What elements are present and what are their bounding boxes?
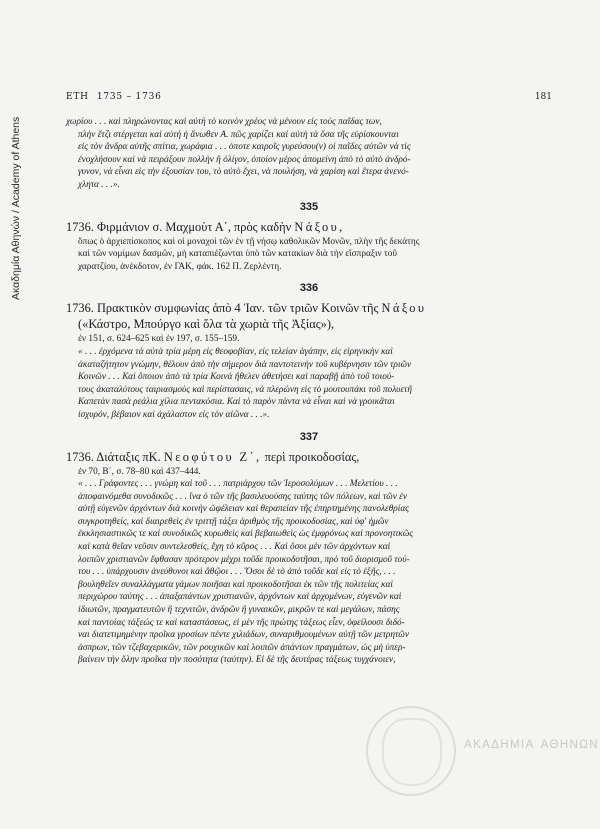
entry-title-text: 1736. Πρακτικὸν συμφωνίας ἀπὸ 4 Ἰαν. τῶν τριῶν Κοινῶν τῆς	[66, 301, 379, 316]
entry-line: του . . . ὑπάρχουσιν ἀνεύθυνοι καὶ ἄθῷοι . . . Ὅσοι δὲ τὸ ἀπὸ τοῦδε καὶ εἰς τὸ ἑξῆς, . . .	[78, 567, 396, 578]
entry-line: « . . . Γράφοντες . . . γνώμη καὶ τοῦ . . . πατριάρχου τῶν Ἱεροσολύμων . . . Μελετίου . . .	[78, 479, 398, 490]
entry-line: ἰδιωτῶν, πραγματευτῶν ἢ τεχνιτῶν, ἀνδρῶν ἢ γυναικῶν, μικρῶν τε καὶ μεγάλων, πάσης	[78, 605, 400, 616]
entry-title-text: 1736. Διάταξις πΚ.	[66, 449, 161, 464]
archive-side-label-text: Ακαδημία Αθηνών / Academy of Athens	[10, 116, 22, 300]
intro-line: εἰς τὸν ἄνδρα αὐτῆς σπίτια, χωράφια . . . ὁποτε καιροῖς γυρεύσου(ν) οἱ παῖδες αὐτῶν νὰ τὶς	[78, 142, 411, 153]
running-head-title	[66, 92, 162, 102]
entry-body-335	[66, 236, 552, 274]
intro-line: χωρίου . . . καὶ πληρώνοντας καὶ αὐτὴ τὸ κοινὸν χρέος νὰ μένουν εἰς τοὺς παῖδας των,	[66, 117, 382, 127]
entry-line: αὐτῇ εὐγενῶν ἀρχόντων διὰ κοινὴν ὠφέλειαν καὶ θεραπείαν τῆς ἐπηρτημένης πανολεθρίας	[78, 504, 409, 515]
entry-line: Καπετὰν πασὰ ρεάλια χίλια πεντακόσια. Καὶ τὸ παρὸν πάντα νὰ εἶναι καὶ νὰ γροικᾶται	[78, 397, 395, 408]
running-head	[66, 92, 552, 102]
entry-line: περιχώρου ταύτης . . . ἁπαξαπάντων χριστιανῶν, ἀρχόντων καὶ ἀρχομένων, εὐγενῶν καὶ	[78, 592, 402, 603]
entry-line: καὶ παντοίας τάξεώς τε καὶ καταστάσεως, εἰ μὲν τῆς πρώτης τάξεως εἶεν, ὀφείλουσι διδό-	[78, 617, 405, 628]
running-head-label: ΕΤΗ	[66, 92, 89, 102]
intro-line: χλητα . . .».	[78, 179, 120, 190]
entry-line: συγκροτηθείς, καὶ διαιρεθεὶς ἐν τριττῇ τάξει ἀριθμὸς τῆς προικοδοσίας, καὶ ὑφ' ἡμῶν	[78, 516, 389, 527]
entry-line: χαρατζίου, ἀνέκδοτον, ἐν ΓΑΚ, φάκ. 162 Π. Ζερλέντη.	[78, 261, 282, 272]
entry-line: καὶ κατὰ θεῖαν νεῦσιν συντελεσθείς, ἔχη τὸ κῦρος . . . Καὶ ὅσοι μὲν τῶν ἀρχόντων καὶ	[78, 542, 391, 553]
entry-title-suffix: περὶ προικοδοσίας,	[264, 449, 360, 464]
entry-line: βουληθεῖεν συναλλάγματα γάμων ποιῆσαι καὶ προικοδοτῆσαι ἐκ τῶν τῆς πολιτείας καὶ	[78, 579, 393, 590]
document-number-337: 337	[299, 430, 319, 443]
document-number-336: 336	[299, 282, 319, 295]
entry-title-place: Νάξου	[381, 301, 427, 316]
entry-title-text: 1736. Φιρμάνιον σ. Μαχμοὺτ Α΄, πρὸς καδὴν	[66, 219, 292, 234]
entry-title-name: Νεοφύτου Ζ΄,	[163, 449, 262, 464]
entry-reference-337: ἐν 70, Β΄, σ. 78–80 καὶ 437–444.	[78, 466, 201, 477]
entry-line: ἀσπρων, τῶν τζεβαχερικῶν, τῶν ρουχικῶν καὶ λοιπῶν ἁπάντων πραγμάτων, ὡς μὴ ὑπερ-	[78, 642, 406, 653]
watermark-text-a: ΑΚΑΔΗΜΙΑ	[464, 739, 535, 751]
entry-line: « . . . ἐρχόμενα τὰ αὐτὰ τρία μέρη εἰς θεοφοβίαν, εἰς τελείαν ἀγάπην, εἰς εἰρηνικὴν καὶ	[78, 346, 393, 357]
entry-subtitle-336: («Κάστρο, Μπούργο καὶ ὅλα τὰ χωριὰ τῆς Ἀξίας»),	[78, 317, 335, 332]
archive-side-label	[10, 40, 24, 300]
entry-line: βαίνειν τὴν ὅλην προῖκα τὴν ποσότητα (ταύτην). Εἰ δὲ τῆς δευτέρας τάξεως τυγχάνοιεν,	[78, 655, 396, 666]
document-number-335: 335	[299, 200, 319, 213]
entry-title-place: Νάξου,	[294, 219, 345, 234]
intro-line: γυνον, νὰ εἶναι εἰς τὴν ἐξουσίαν του, τὸ αὐτὸ ἔχει, νὰ πουλήση, νὰ χαρίση καὶ ἕτερα ἀνενό-	[78, 167, 409, 178]
entry-line: ὅπως ὁ ἀρχιεπίσκοπος καὶ οἱ μοναχοὶ τῶν ἐν τῇ νήσῳ καθολικῶν Μονῶν, πλὴν τῆς δεκάτης	[78, 236, 420, 247]
entry-line: λοιπῶν χριστιανῶν ἔφθασαν πρότερον μέχρι τοῦδε προικοδοτῆσαι, πρὸ τοῦ διορισμοῦ τού-	[78, 554, 410, 565]
entry-line: ἰσχυρόν, βέβαιον καὶ ἀχάλαστον εἰς τὸν αἰῶνα . . .».	[78, 409, 270, 420]
entry-line: τους ἀκαταλύτους ταιριασμοὺς καὶ περίστασαις, νὰ πλερώνη εἰς τὸ μουτουπάκι τοῦ πολυετῆ	[78, 384, 412, 395]
watermark-text-b: ΑΘΗΝΩΝ	[540, 739, 599, 751]
entry-line: ναι διατετιμημένην προῖκα γροσίων πέντε χιλιάδων, συναριθμουμένων αὐτῇ τῶν μετρητῶν	[78, 630, 409, 641]
intro-line: πλὴν ἔτζι στέργεται καὶ αὐτὴ ἡ ἄνωθεν Α. πῶς χαρίζει καὶ αὐτὴ τὰ ὅσα τῆς εὑρίσκουνται	[78, 129, 399, 140]
entry-title-335	[66, 220, 552, 235]
document-page	[66, 92, 552, 667]
entry-line: καὶ τῶν νομίμων δασμῶν, μὴ καταπιέζωνται ὑπὸ τῶν κατακίων διὰ τὴν εἴσπραξιν τοῦ	[78, 249, 398, 260]
running-head-years: 1735 – 1736	[96, 92, 162, 102]
entry-title-336	[66, 301, 552, 316]
page-number: 181	[534, 92, 552, 102]
entry-line: ἀκαταζήτητον γνώμην, θέλουν ἀπὸ τὴν σήμερον διὰ παντοτεινὴν τοῦ κυβέρνησιν τῶν τριῶν	[78, 359, 412, 370]
entry-line: ἐκκλησιαστικῶς τε καὶ συνοδικῶς κυρωθεὶς καὶ βεβαιωθεὶς ὡς ἐμφρόνως καὶ προνοητικῶς	[78, 529, 414, 540]
entry-body-336	[66, 346, 552, 422]
entry-reference-336: ἐν 151, σ. 624–625 καὶ ἐν 197, σ. 155–159.	[78, 334, 240, 345]
entry-line: Κοινῶν . . . Καὶ ὅποιον ἀπὸ τὰ τρία Κοινὰ ἤθελεν ἀθετήσει καὶ παραβῇ ἀπὸ τοῦ τοιού-	[78, 372, 395, 383]
academy-seal-icon	[366, 706, 456, 796]
entry-title-337	[66, 450, 552, 465]
entry-body-337	[66, 478, 552, 667]
entry-line: ἀποφαινόμεθα συνοδικῶς . . . ἵνα ὁ τῶν τῆς βασιλευούσης ταύτης τῶν πόλεων, καὶ τῶν ἐν	[78, 491, 407, 502]
academy-watermark	[366, 706, 599, 816]
intro-line: ἐνοχλήσουν καὶ νὰ πειράξουν πολλὴν ἢ ὀλίγον, ὁποίον μέρος ἀπομείνη ἀπὸ τὸ αὐτὸ ἀνδρό-	[78, 154, 411, 165]
watermark-text	[464, 739, 599, 751]
intro-text	[66, 116, 552, 192]
